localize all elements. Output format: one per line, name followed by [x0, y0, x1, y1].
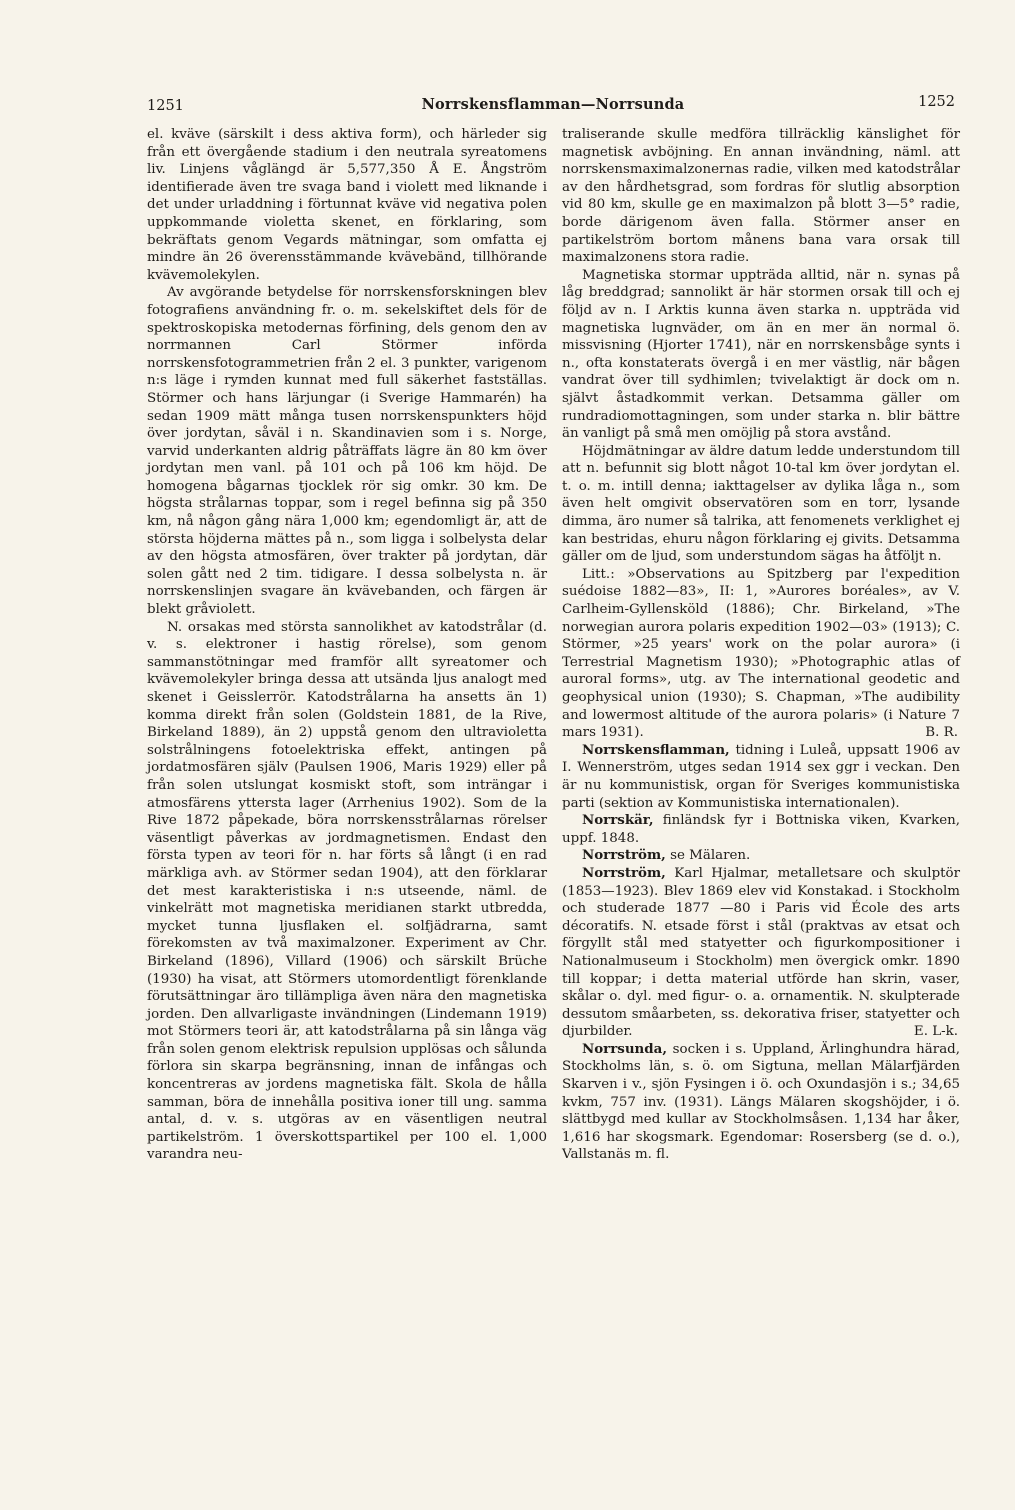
entry-norrskensflamman [562, 742, 960, 812]
page-number-left: 1251 [147, 98, 184, 114]
entry-lemma: Norrström, [582, 847, 666, 864]
entry-norrsunda [562, 1041, 960, 1164]
entry-lemma: Norrskär, [582, 812, 654, 829]
entry-lemma: Norrskensflamman, [582, 741, 730, 758]
right-column [562, 126, 960, 1164]
page-header [147, 94, 959, 116]
running-title: Norrskensflamman—Norrsunda [421, 96, 685, 113]
paragraph: Magnetiska stormar uppträda alltid, när n. synas på låg breddgrad; sannolikt är här stormen orsak till och ej följd av n. I Arktis kunna även starka n. uppträda vid magnetiska lugnväder, om än en mer än normal ö. missvisning (Hjorter 1741), när en norrskensbåge synts i n., ofta konstaterats övergå i en mer västlig, när bågen vandrat över till sydhimlen; tvivelaktigt är dock om n. självt åstadkommit verkan. Detsamma gäller om rundradiomottagningen, som under starka n. blir bättre än vanligt på små men omöjlig på stora avstånd. [562, 267, 960, 442]
entry-lemma: Norrsunda, [582, 1040, 667, 1057]
author-signature: E. L-k. [913, 1024, 958, 1040]
entry-text: tidning i Luleå, uppsatt 1906 av I. Wennerström, utges sedan 1914 sex ggr i veckan. Den är nu kommunistisk, organ för Sveriges kommunistiska parti (sektion av Kommunistiska internationalen). [562, 742, 960, 811]
bibliography-text: Litt.: »Observations au Spitzberg par l'expedition suédoise 1882—83», II: 1, »Aurores boréales», av V. Carlheim-Gyllensköld (1886); Chr. Birkeland, »The norwegian aurora polaris expedition 1902—03» (1913); C. Störmer, »25 years' work on the polar aurora» (i Terrestrial Magnetism 1930); »Photographic atlas of auroral forms», utg. av The international geodetic and geophysical union (1930); S. Chapman, »The audibility and lowermost altitude of the aurora polaris» (i Nature 7 mars 1931). [562, 566, 960, 741]
entry-text: se Mälaren. [670, 848, 751, 864]
left-column [147, 126, 547, 1164]
entry-text: finländsk fyr i Bottniska viken, Kvarken, uppf. 1848. [562, 813, 960, 846]
entry-text: Karl Hjalmar, metalletsare och skulptör (1853—1923). Blev 1869 elev vid Konstakad. i Stockholm och studerade 1877 —80 i Paris vid École des arts décoratifs. N. etsade först i stål (praktvas av etsat och förgyllt stål med statyetter och figurkompositioner i Nationalmuseum i Stockholm) men övergick omkr. 1890 till koppar; i detta material utförde han skrin, vaser, skålar o. dyl. med figur- o. a. ornamentik. N. skulpterade dessutom småarbeten, ss. dekorativa friser, statyetter och djurbilder. [562, 865, 960, 1040]
paragraph: traliserande skulle medföra tillräcklig känslighet för magnetisk avböjning. En annan invändning, näml. att norrskensmaximalzonernas radie, vilken med katodstrålar av den hårdhetsgrad, som fordras för slutlig absorption vid 80 km, skulle ge en maximalzon på blott 3—5° radie, borde därigenom även falla. Störmer anser en partikelström bortom månens bana vara orsak till maximalzonens stora radie. [562, 127, 960, 266]
entry-lemma: Norrström, [582, 864, 666, 881]
paragraph: Av avgörande betydelse för norrskensforskningen blev fotografiens användning fr. o. m. sekelskiftet dels för de spektroskopiska metodernas förfining, dels genom den av norrmannen Carl Störmer införda norrskensfotogrammetrien från 2 el. 3 punkter, varigenom n:s läge i rymden kunnat med full säkerhet fastställas. Störmer och hans lärjungar (i Sverige Hammarén) ha sedan 1909 mätt många tusen norrskenspunkters höjd över jordytan, såväl i n. Skandinavien som i s. Norge, varvid underkanten aldrig påträffats lägre än 80 km över jordytan men vanl. på 101 och på 106 km höjd. De homogena bågarnas tjocklek rör sig omkr. 30 km. De högsta strålarnas toppar, som i regel befinna sig på 350 km, nå någon gång nära 1,000 km; egendomligt är, att de största höjderna mättes på n., som ligga i solbelysta delar av den högsta atmosfären, över trakter på jordytan, där solen gått ned 2 tim. tidigare. I dessa solbelysta n. är norrskenslinjen svagare än kvävebanden, och färgen är blekt gråviolett. [147, 285, 547, 618]
entry-norrstrom-ref [562, 847, 960, 865]
author-signature: B. R. [925, 725, 958, 741]
paragraph: Höjdmätningar av äldre datum ledde understundom till att n. befunnit sig blott något 10-tal km över jordytan el. t. o. m. intill denna; iakttagelser av dylika låga n., som även helt omgivit observatören som en torr, lysande dimma, äro numer så talrika, att fenomenets verklighet ej kan bestridas, ehuru någon förklaring ej givits. Detsamma gäller om de ljud, som understundom sägas ha åtföljt n. [562, 443, 960, 565]
paragraph: el. kväve (särskilt i dess aktiva form), och härleder sig från ett övergående stadium i den neutrala syreatomens liv. Linjens våglängd är 5,577,350 Å E. Ångström identifierade även tre svaga band i violett med liknande i det under urladdning i förtunnat kväve vid negativa polen uppkommande violetta skenet, en förklaring, som bekräftats genom Vegards mätningar, som omfatta ej mindre än 26 överensstämmande kvävebänd, tillhörande kvävemolekylen. [147, 127, 547, 283]
page-number-right: 1252 [918, 94, 955, 110]
bibliography [562, 566, 960, 742]
paragraph: N. orsakas med största sannolikhet av katodstrålar (d. v. s. elektroner i hastig rörelse), som genom sammanstötningar med framför allt syreatomer och kvävemolekyler bringa dessa att utsända ljus analogt med skenet i Geisslerrör. Katodstrålarna ha ansetts än 1) komma direkt från solen (Goldstein 1881, de la Rive, Birkeland 1889), än 2) uppstå genom den ultravioletta solstrålningens fotoelektriska effekt, antingen på jordatmosfären själv (Paulsen 1906, Maris 1929) eller på från solen utslungat kosmiskt stoft, som inträngar i atmosfärens yttersta lager (Arrhenius 1902). Som de la Rive 1872 påpekade, böra norrskensstrålarnas rörelser väsentligt påverkas av jordmagnetismen. Endast den första typen av teori för n. har förts så långt (i en rad märkliga avh. av Störmer sedan 1904), att den förklarar det mest karakteristiska i n:s utseende, näml. de vinkelrätt mot magnetiska meridianen starkt utbredda, mycket tunna ljusflaken el. solfjädrarna, samt förekomsten av två maximalzoner. Experiment av Chr. Birkeland (1896), Villard (1906) och särskilt Brüche (1930) ha visat, att Störmers utomordentligt förenklande förutsättningar äro tillämpliga även nära den magnetiska jorden. Den allvarligaste invändningen (Lindemann 1919) mot Störmers teori är, att katodstrålarna på sin långa väg från solen genom elektrisk repulsion upplösas och sålunda förlora sin skarpa begränsning, innan de infångas och koncentreras av jordens magnetiska fält. Skola de hålla samman, böra de innehålla positiva ioner till ung. samma antal, d. v. s. utgöras av en väsentligen neutral partikelström. 1 överskottspartikel per 100 el. 1,000 varandra neu- [147, 619, 547, 1163]
entry-norrskar [562, 812, 960, 847]
entry-text: socken i s. Uppland, Ärlinghundra härad, Stockholms län, s. ö. om Sigtuna, mellan Mälarfjärden Skarven i v., sjön Fysingen i ö. och Oxundasjön i s.; 34,65 kvkm, 757 inv. (1931). Längs Mälaren skogshöjder, i ö. slättbygd med kullar av Stockholmsåsen. 1,134 har åker, 1,616 har skogsmark. Egendomar: Rosersberg (se d. o.), Vallstanäs m. fl. [562, 1041, 961, 1163]
entry-norrstrom-karl [562, 865, 960, 1041]
